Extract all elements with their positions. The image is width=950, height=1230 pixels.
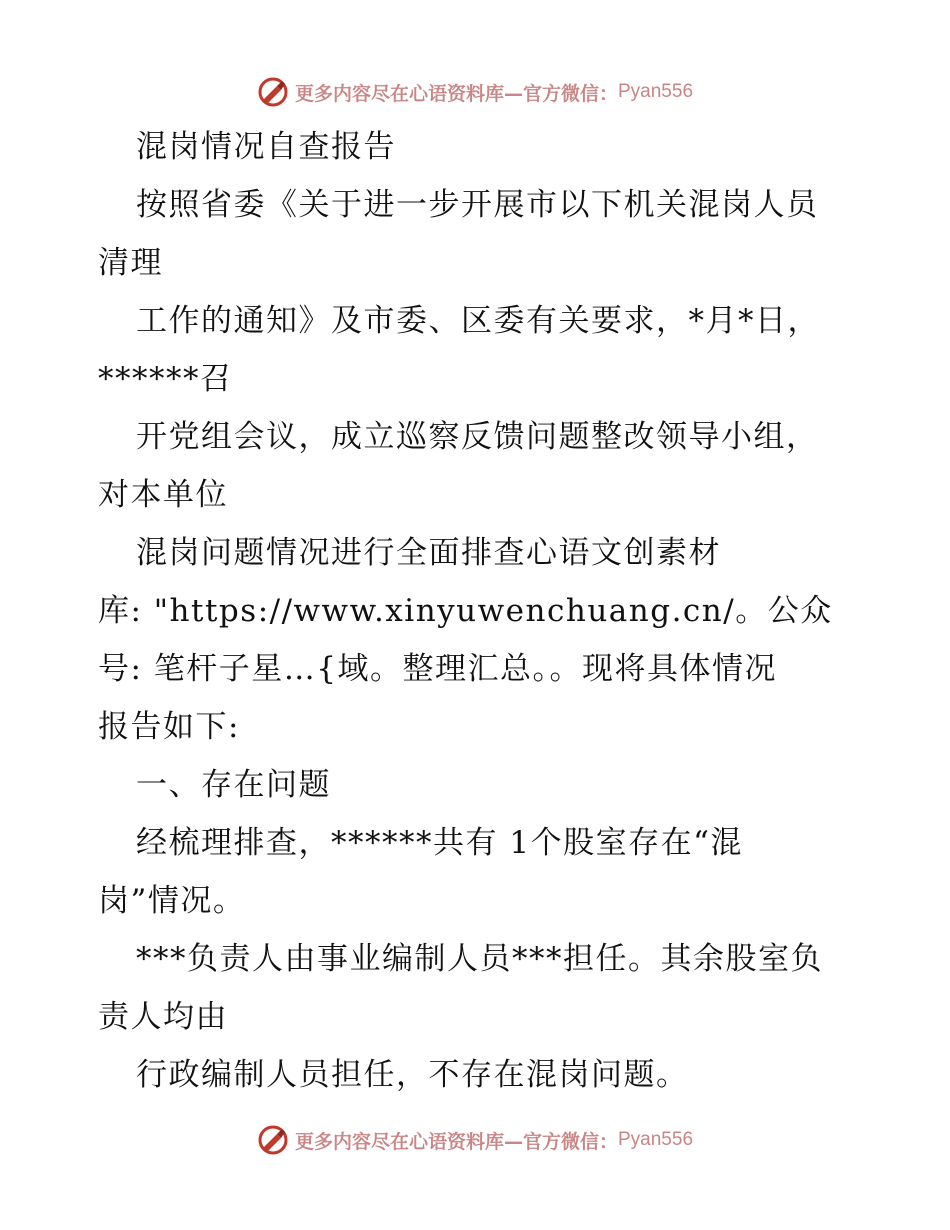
header-banner <box>0 72 950 112</box>
paragraph-line: ******召 <box>98 361 233 397</box>
paragraph-line: 清理 <box>98 245 163 281</box>
paragraph-line: 工作的通知》及市委、区委有关要求，*月*日， <box>136 303 820 339</box>
section-heading: 一、存在问题 <box>136 767 331 803</box>
pen-logo-icon <box>257 76 289 108</box>
pen-logo-icon <box>257 1124 289 1156</box>
document-title: 混岗情况自查报告 <box>136 129 396 165</box>
paragraph-line: 报告如下: <box>98 709 240 745</box>
header-banner-text: 更多内容尽在心语资料库—官方微信： <box>294 82 618 105</box>
paragraph-line: ***负责人由事业编制人员***担任。其余股室负 <box>136 941 823 977</box>
paragraph-line: 库: "https://www.xinyuwenchuang.cn/。公众 <box>98 593 833 629</box>
paragraph-line: 号: 笔杆子星…{域。整理汇总。。现将具体情况 <box>98 651 778 687</box>
footer-banner-id: Pyan556 <box>618 1129 694 1150</box>
header-banner-id: Pyan556 <box>618 81 694 102</box>
paragraph-line: 对本单位 <box>98 477 228 513</box>
paragraph-line: 按照省委《关于进一步开展市以下机关混岗人员 <box>136 187 819 223</box>
paragraph-line: 开党组会议，成立巡察反馈问题整改领导小组， <box>136 419 819 455</box>
footer-banner <box>0 1120 950 1160</box>
paragraph-line: 行政编制人员担任，不存在混岗问题。 <box>136 1057 689 1093</box>
footer-banner-text: 更多内容尽在心语资料库—官方微信： <box>294 1130 618 1153</box>
paragraph-line: 岗”情况。 <box>98 883 246 919</box>
paragraph-line: 混岗问题情况进行全面排查心语文创素材 <box>136 535 721 571</box>
paragraph-line: 责人均由 <box>98 999 228 1035</box>
paragraph-line: 经梳理排查，******共有 1个股室存在“混 <box>136 825 743 861</box>
